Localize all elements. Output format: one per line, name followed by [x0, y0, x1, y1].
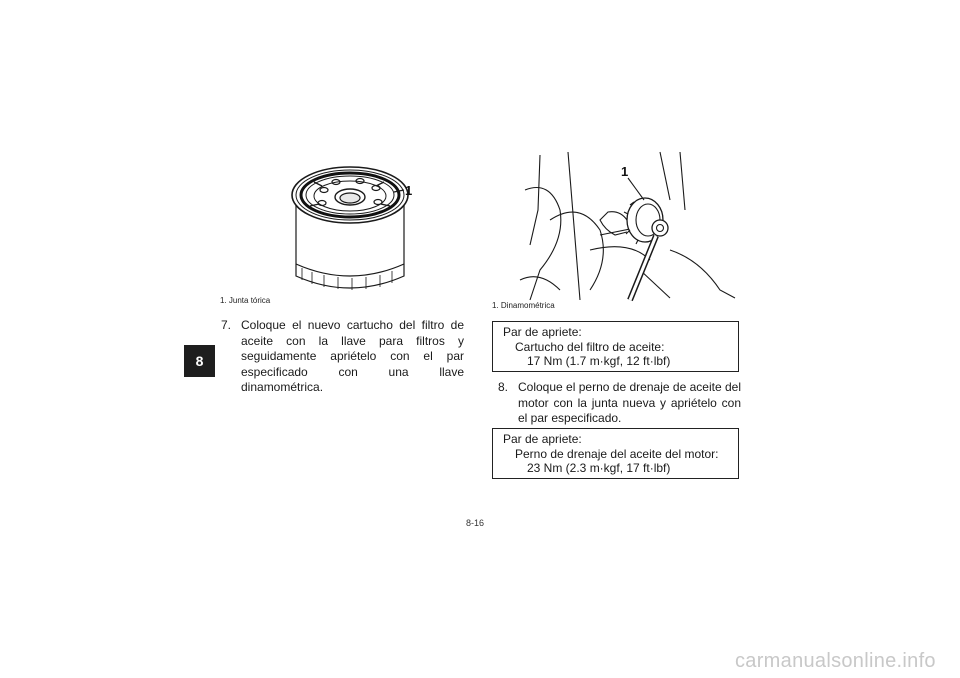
- step-8-text: Coloque el perno de drenaje de aceite del motor con la junta nueva y apriételo con el par especificado.: [518, 380, 741, 425]
- page-number: 8-16: [466, 518, 485, 528]
- watermark-text: carmanualsonline.info: [735, 650, 936, 672]
- spec2-item: Perno de drenaje del aceite del motor:: [515, 447, 719, 461]
- step-8-number: 8.: [498, 380, 509, 394]
- chapter-tab: 8: [184, 345, 215, 377]
- torque-spec-box-2: [492, 428, 739, 479]
- torque-spec-box-1: [492, 321, 739, 372]
- oring-callout-number: 1: [405, 183, 413, 198]
- spec2-heading: Par de apriete:: [503, 432, 582, 446]
- spec1-value: 17 Nm (1.7 m·kgf, 12 ft·lbf): [527, 354, 671, 368]
- step-7-number: 7.: [221, 318, 232, 332]
- spec1-item: Cartucho del filtro de aceite:: [515, 340, 665, 354]
- spec2-value: 23 Nm (2.3 m·kgf, 17 ft·lbf): [527, 461, 671, 475]
- wrench-callout-number: 1: [621, 164, 629, 179]
- wrench-caption: 1. Dinamométrica: [492, 301, 555, 310]
- spec1-heading: Par de apriete:: [503, 325, 582, 339]
- step-7-text: Coloque el nuevo cartucho del filtro de aceite con la llave para filtros y seguidamente apriételo con el par especificado con una llave dinamométrica.: [241, 318, 464, 394]
- oil-filter-illustration: [280, 160, 420, 295]
- step-8: [498, 380, 741, 428]
- step-7: [221, 318, 464, 394]
- oring-caption: 1. Junta tórica: [220, 296, 271, 305]
